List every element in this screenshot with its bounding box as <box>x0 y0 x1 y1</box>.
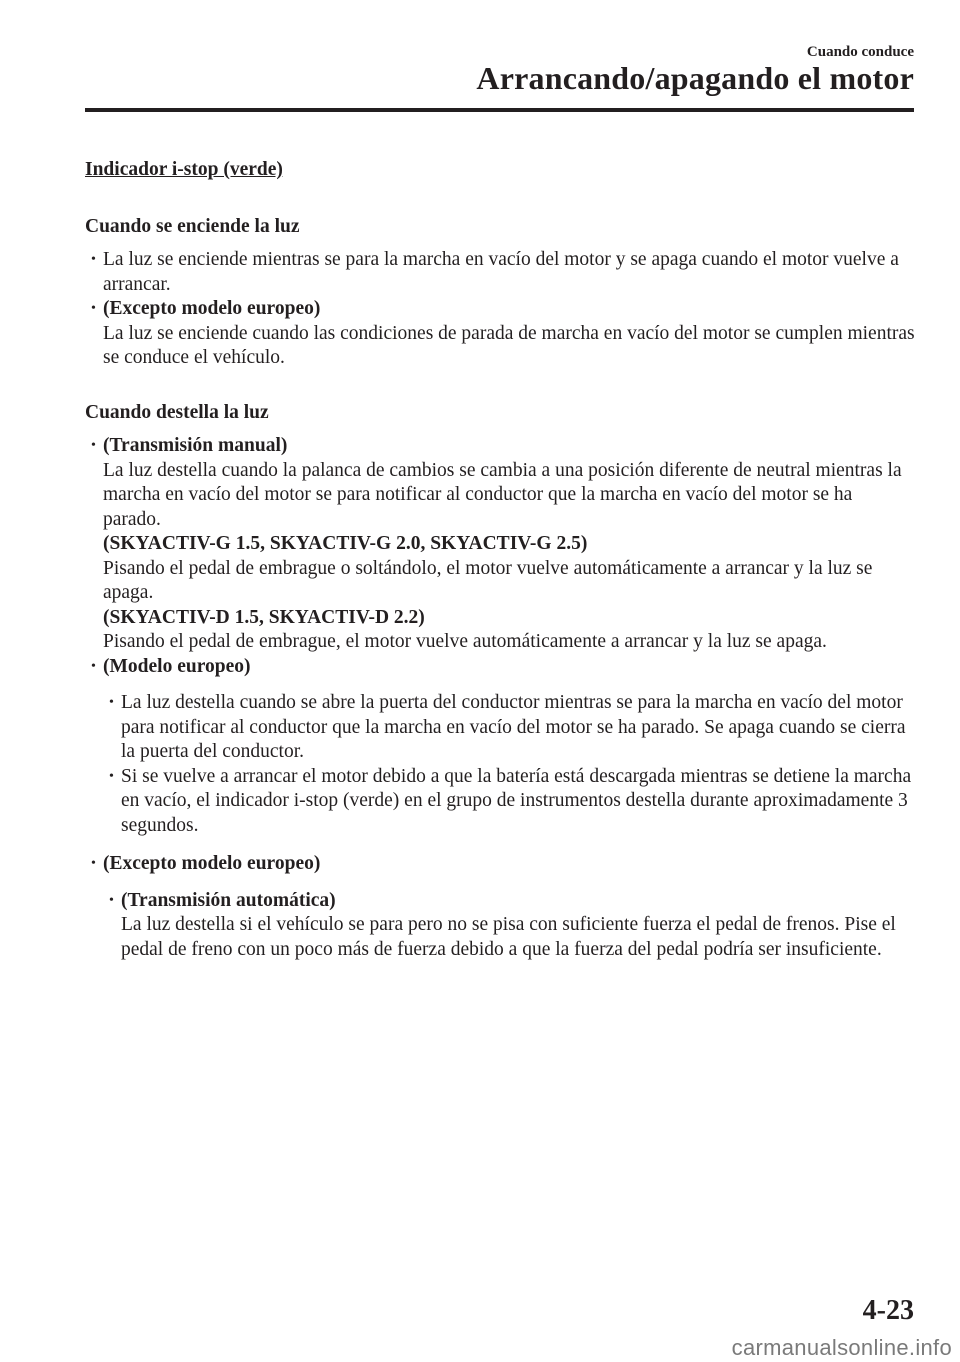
list-item-label: (Transmisión automática) <box>121 889 336 911</box>
list-item-label: (Modelo europeo) <box>103 655 251 677</box>
list-item-label: (Excepto modelo europeo) <box>103 853 321 874</box>
subheading-light-on: Cuando se enciende la luz <box>85 215 300 237</box>
page-title: Arrancando/apagando el motor <box>476 60 914 96</box>
list-item <box>85 655 915 839</box>
list-item-text: La luz destella si el vehículo se para pero no se pisa con suficiente fuerza el pedal de frenos. Pise el pedal de freno con un poco más de fuerza debido a que la fuerza del pedal podría ser insuficiente. <box>121 914 896 960</box>
nested-list-item <box>103 889 915 963</box>
subheading-light-flashes: Cuando destella la luz <box>85 401 269 423</box>
section-title: Indicador i-stop (verde) <box>85 159 283 180</box>
engine-text-d: Pisando el pedal de embrague, el motor vuelve automáticamente a arrancar y la luz se apaga. <box>103 631 827 652</box>
list-item-label: (Excepto modelo europeo) <box>103 298 321 319</box>
bullet-icon: • <box>91 438 96 453</box>
list-item-text: La luz destella cuando se abre la puerta del conductor mientras se para la marcha en vacío del motor para notificar al conductor que la marcha en vacío del motor se ha parado. Se apaga cuando se cierra la puerta del conductor. <box>121 692 906 762</box>
main-content <box>85 158 915 962</box>
chapter-label: Cuando conduce <box>806 44 914 60</box>
page-number: 4-23 <box>862 1295 914 1326</box>
list-item-label: (Transmisión manual) <box>103 435 288 456</box>
list-item-text: Si se vuelve a arrancar el motor debido a que la batería está descargada mientras se detiene la marcha en vacío, el indicador i-stop (verde) en el grupo de instrumentos destella durante aproximadamente 3 segundos. <box>121 765 912 836</box>
list-item <box>85 434 915 655</box>
list-item-text: La luz se enciende cuando las condiciones de parada de marcha en vacío del motor se cumplen mientras se conduce el vehículo. <box>103 322 915 368</box>
bullet-icon: • <box>109 768 114 784</box>
bullet-icon: • <box>91 252 96 267</box>
list-item-text: La luz destella cuando la palanca de cambios se cambia a una posición diferente de neutral mientras la marcha en vacío del motor se para notificar al conductor que la marcha en vacío del motor se ha parado. <box>103 459 902 530</box>
nested-list-item <box>103 691 915 765</box>
header-rule <box>85 108 914 112</box>
engine-label-g: (SKYACTIV-G 1.5, SKYACTIV-G 2.0, SKYACTIV-G 2.5) <box>103 533 588 554</box>
watermark: carmanualsonline.info <box>731 1335 952 1360</box>
nested-list <box>103 691 915 838</box>
engine-label-d: (SKYACTIV-D 1.5, SKYACTIV-D 2.2) <box>103 606 425 628</box>
bullet-icon: • <box>91 856 96 871</box>
list-item <box>85 248 915 297</box>
bullet-icon: • <box>91 301 96 316</box>
engine-text-g: Pisando el pedal de embrague o soltándolo, el motor vuelve automáticamente a arrancar y la luz se apaga. <box>103 557 873 603</box>
nested-list-item <box>103 765 915 839</box>
bullet-icon: • <box>109 695 114 710</box>
list-item-text: La luz se enciende mientras se para la marcha en vacío del motor y se apaga cuando el motor vuelve a arrancar. <box>103 249 899 295</box>
bullet-icon: • <box>109 892 114 908</box>
list-item <box>85 852 915 962</box>
nested-list <box>103 889 915 963</box>
bullet-icon: • <box>91 658 96 674</box>
list-item <box>85 297 915 371</box>
